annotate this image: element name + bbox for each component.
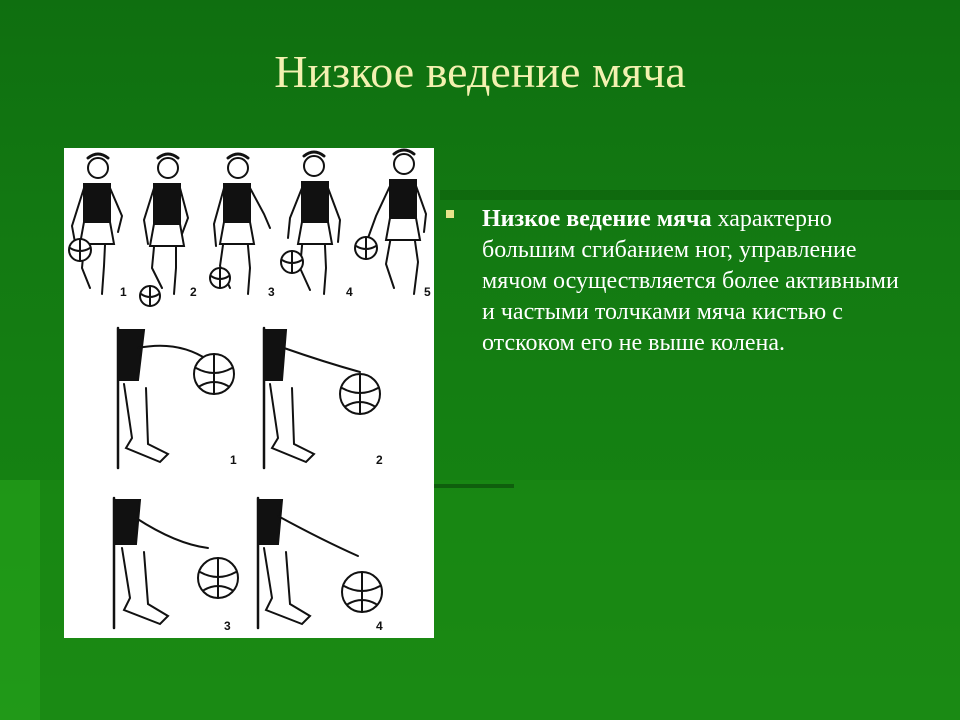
bullet-bold-term: Низкое ведение мяча [482,206,712,232]
slide-title: Низкое ведение мяча [274,46,686,97]
top-label-2: 2 [190,285,197,299]
panel-label-2: 2 [376,453,383,467]
decor-band-top [440,190,960,200]
decor-line [434,484,514,488]
bullet-point [446,204,916,359]
player-figure-5 [355,150,426,294]
player-figure-4 [281,152,340,294]
top-label-1: 1 [120,285,127,299]
leg-hand-ball-panel-1 [118,328,234,468]
leg-hand-ball-panel-3 [114,498,238,628]
panel-label-1: 1 [230,453,237,467]
top-label-3: 3 [268,285,275,299]
player-figure-1 [69,154,122,294]
panel-label-3: 3 [224,619,231,633]
leg-hand-ball-panel-2 [264,328,380,468]
decor-band-left [0,480,40,720]
bullet-description: характерно большим сгибанием ног, управление мячом осуществляется более активными и частыми толчками мяча кистью с отскоком его не выше колена. [482,206,899,356]
player-figure-2 [140,154,188,306]
dribbling-illustration [64,148,434,638]
bullet-text [482,204,916,359]
leg-hand-ball-panel-4 [258,498,382,628]
top-label-4: 4 [346,285,353,299]
player-figure-3 [210,154,270,294]
bullet-square-icon [446,210,454,218]
panel-label-4: 4 [376,619,383,633]
top-label-5: 5 [424,285,431,299]
